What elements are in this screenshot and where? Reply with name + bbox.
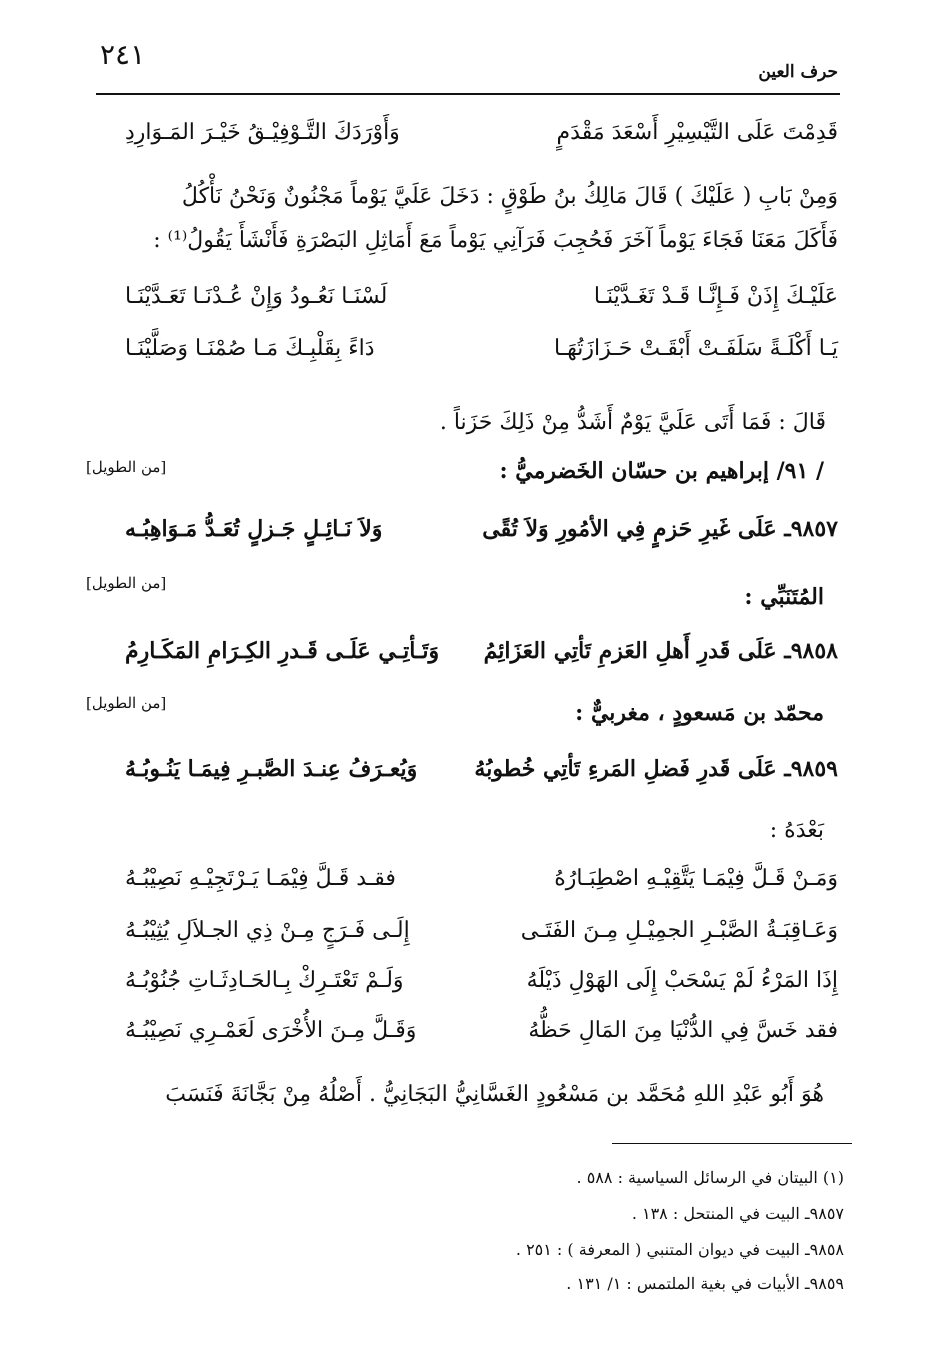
meter-label: [من الطويل] [86, 694, 167, 712]
verse-right: وَمَـنْ قَـلَّ فِيْمَـا يَتَّقِيْـهِ اصْطِبَـارُهُ [554, 866, 838, 891]
verse-top-right: قَدِمْتَ عَلَى التَّيْسِيْرِ أَسْعَدَ مَقْدَمٍ [556, 120, 838, 145]
verse-right: ٩٨٥٩ـ عَلَى قَدرِ فَضلِ المَرءِ تَأتِي خُطوبُهُ [474, 756, 838, 782]
verse-left: دَاءً بِقَلْبِـكَ مَـا صُمْنَـا وَصَلَّيْنَـا [125, 336, 375, 361]
header-rule [96, 93, 840, 95]
footnote: ٩٨٥٩ـ الأبيات في بغية الملتمس : ١/ ١٣١ . [566, 1274, 844, 1293]
verse-left: وَتَـأتِـي عَلَـى قَـدرِ الكِـرَامِ المَكَـارِمُ [125, 638, 440, 664]
poet-heading: محمّد بن مَسعودٍ ، مغربيٌّ : [575, 700, 824, 726]
prose-line: فَأَكَلَ مَعَنَا فَجَاءَ يَوْماً آخَرَ فَحُجِبَ فَرَآنِي يَوْماً مَعَ أَمَاثِلِ البَصْرَةِ فَأَنْشَأَ يَقُولُ⁽¹⁾ : [153, 228, 838, 253]
footnote: (١) البيتان في الرسائل السياسية : ٥٨٨ . [576, 1168, 844, 1187]
verse-left: لَسْنَـا نَعُـودُ وَإِنْ عُـدْنَـا تَعَـدَّيْنَـا [125, 284, 388, 309]
verse-top-left: وَأَوْرَدَكَ التَّـوْفِيْـقُ خَيْـرَ المَـوَارِدِ [125, 120, 400, 145]
verse-right: ٩٨٥٧ـ عَلَى غَيرِ حَزمٍ فِي الأمُورِ وَلاَ تُقًى [482, 516, 838, 542]
verse-left: إِلَـى فَـرَجٍ مِـنْ ذِي الجـلاَلِ يُثِيْبُـهُ [125, 918, 410, 943]
verse-right: عَلَيْـكَ إِذَنْ فَـإِنَّـا قَـدْ تَغَـدَّيْنَـا [593, 284, 838, 309]
verse-left: وَلاَ نَـائِـلٍ جَـزلٍ تُعَـدُّ مَـوَاهِبُـه [125, 516, 383, 542]
verse-right: يَـا أَكْلَـةً سَلَفَـتْ أَبْقَـتْ حَـزَازَتُهَـا [554, 336, 838, 361]
running-title: حرف العين [758, 62, 838, 82]
poet-heading: / ٩١/ إبراهيم بن حسّان الخَضرميُّ : [499, 458, 824, 484]
verse-right: ٩٨٥٨ـ عَلَى قَدرِ أَهلِ العَزمِ تَأتِي العَزَائِمُ [483, 638, 838, 664]
prose-line: وَمِنْ بَابِ ( عَلَيْكَ ) قَالَ مَالِكُ بنُ طَوْقٍ : دَخَلَ عَلَيَّ يَوْماً مَجْنُونٌ وَنَحْنُ نَأْكُلُ [181, 184, 838, 209]
verse-right: وَعَـاقِبَـةُ الصَّبْـرِ الجمِيْـلِ مِـنَ الفَتَـى [520, 918, 838, 943]
continuation-label: بَعْدَهُ : [769, 818, 824, 843]
prose-line: قَالَ : فَمَا أَتَى عَلَيَّ يَوْمٌ أَشَدُّ مِنْ ذَلِكَ حَزَناً . [439, 410, 826, 435]
verse-left: وَقَـلَّ مِـنَ الأُخْرَى لَعَمْـرِي نَصِيْبُـهُ [125, 1018, 417, 1043]
page-number: ٢٤١ [100, 38, 146, 71]
meter-label: [من الطويل] [86, 458, 167, 476]
footnote-rule [612, 1143, 852, 1144]
verse-left: وَلَـمْ تَعْتَـرِكْ بِـالحَـادِثَـاتِ جُنُوْبُـهُ [125, 968, 404, 993]
verse-left: وَيُعـرَفُ عِنـدَ الصَّبـرِ فِيمَـا يَنُـوبُـهُ [125, 756, 418, 782]
verse-right: إِذَا المَرْءُ لَمْ يَسْحَبْ إِلَى الهَوْلِ ذَيْلَهُ [526, 968, 838, 993]
verse-left: فقـد قَـلَّ فِيْمَـا يَـرْتَجِيْـهِ نَصِيْبُـهُ [125, 866, 396, 891]
meter-label: [من الطويل] [86, 574, 167, 592]
verse-right: فقد خَسَّ فِي الدُّنْيَا مِنَ المَالِ حَظُّهُ [528, 1018, 838, 1043]
closing-line: هُوَ أَبُو عَبْدِ اللهِ مُحَمَّد بن مَسْعُودٍ الغَسَّانِيُّ البَجَانِيُّ . أَصْلُهُ مِنْ بَجَّانَةَ فَنَسَبَ [165, 1082, 824, 1107]
poet-heading: المُتَنَبِّي : [744, 584, 824, 610]
footnote: ٩٨٥٧ـ البيت في المنتحل : ١٣٨ . [631, 1204, 844, 1223]
footnote: ٩٨٥٨ـ البيت في ديوان المتنبي ( المعرفة ) : ٢٥١ . [515, 1240, 844, 1259]
